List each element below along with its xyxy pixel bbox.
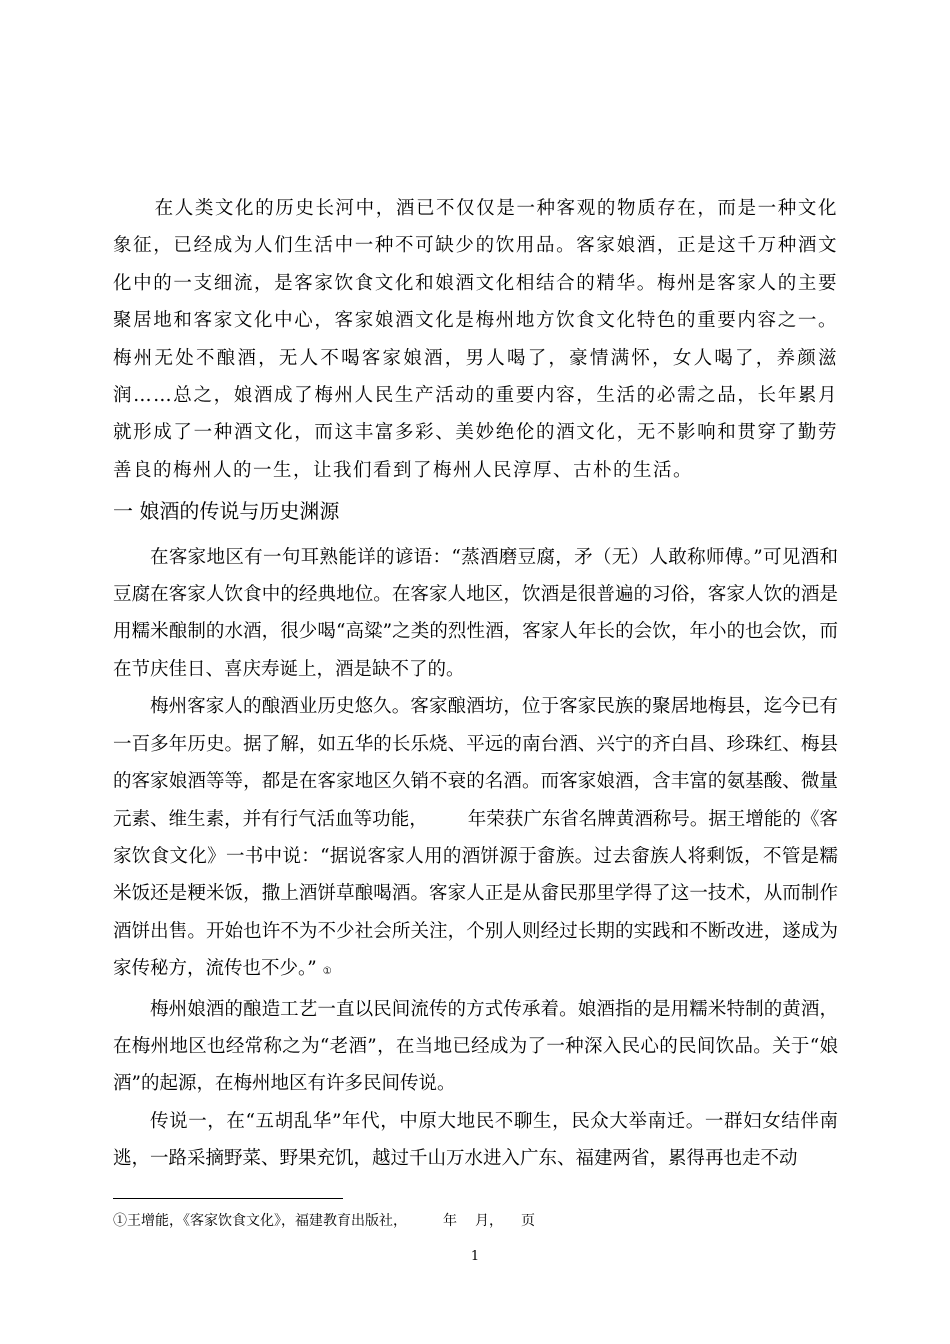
footnote-divider bbox=[113, 1198, 343, 1199]
section-heading: 一 娘酒的传说与历史渊源 bbox=[113, 499, 340, 524]
footnote-text: ①王增能，《客家饮食文化》，福建教育出版社， bbox=[113, 1213, 407, 1229]
body-text bbox=[113, 190, 838, 1178]
intro-paragraph: 在人类文化的历史长河中，酒已不仅仅是一种客观的物质存在，而是一种文化象征，已经成为人们生活中一种不可缺少的饮用品。客家娘酒，正是这千万种酒文化中的一支细流，是客家饮食文化和娘酒文化相结合的精华。梅州是客家人的主要聚居地和客家文化中心，客家娘酒文化是梅州地方饮食文化特色的重要内容之一。梅州无处不酿酒，无人不喝客家娘酒，男人喝了，豪情满怀，女人喝了，养颜滋润……总之，娘酒成了梅州人民生产活动的重要内容，生活的必需之品，长年累月就形成了一种酒文化，而这丰富多彩、美妙绝伦的酒文化，无不影响和贯穿了勤劳善良的梅州人的一生，让我们看到了梅州人民淳厚、古朴的生活。 bbox=[113, 198, 838, 481]
paragraph: 传说一，在“五胡乱华”年代，中原大地民不聊生，民众大举南迁。一群妇女结伴南逃，一路采摘野菜、野果充饥，越过千山万水进入广东、福建两省，累得再也走不动 bbox=[113, 1110, 838, 1170]
paragraph bbox=[113, 688, 838, 990]
footnote-reference[interactable]: ① bbox=[322, 966, 332, 978]
footnote-page: 页 bbox=[521, 1213, 535, 1229]
footnote-month: 月， bbox=[475, 1213, 503, 1229]
paragraph: 梅州娘酒的酿造工艺一直以民间流传的方式传承着。娘酒指的是用糯米特制的黄酒，在梅州地区也经常称之为“老酒”，在当地已经成为了一种深入民心的民间饮品。关于“娘酒”的起源，在梅州地区有许多民间传说。 bbox=[113, 998, 838, 1095]
paragraph-text: 年荣获广东省名牌黄酒称号。据王增能的《客家饮食文化》一书中说：“据说客家人用的酒饼源于畲族。过去畲族人将剩饭，不管是糯米饭还是粳米饭，撒上酒饼草酿喝酒。客家人正是从畲民那里学得了这一技术，从而制作酒饼出售。开始也许不为不少社会所关注，个别人则经过长期的实践和不断改进，遂成为家传秘方，流传也不少。” bbox=[113, 808, 838, 980]
footnote bbox=[113, 1210, 838, 1232]
page-number: 1 bbox=[470, 1249, 480, 1264]
paragraph: 在客家地区有一句耳熟能详的谚语：“蒸酒磨豆腐，矛（无）人敢称师傅。”可见酒和豆腐在客家人饮食中的经典地位。在客家人地区，饮酒是很普遍的习俗，客家人饮的酒是用糯米酿制的水酒，很少喝“高粱”之类的烈性酒，客家人年长的会饮，年小的也会饮，而在节庆佳日、喜庆寿诞上，酒是缺不了的。 bbox=[113, 546, 838, 680]
paragraph-text: 梅州客家人的酿酒业历史悠久。客家酿酒坊，位于客家民族的聚居地梅县，迄今已有一百多年历史。据了解，如五华的长乐烧、平远的南台酒、兴宁的齐白昌、珍珠红、梅县的客家娘酒等等，都是在客家地区久销不衰的名酒。而客家娘酒，含丰富的氨基酸、微量元素、维生素，并有行气活血等功能， bbox=[113, 696, 838, 830]
footnote-year: 年 bbox=[443, 1213, 457, 1229]
